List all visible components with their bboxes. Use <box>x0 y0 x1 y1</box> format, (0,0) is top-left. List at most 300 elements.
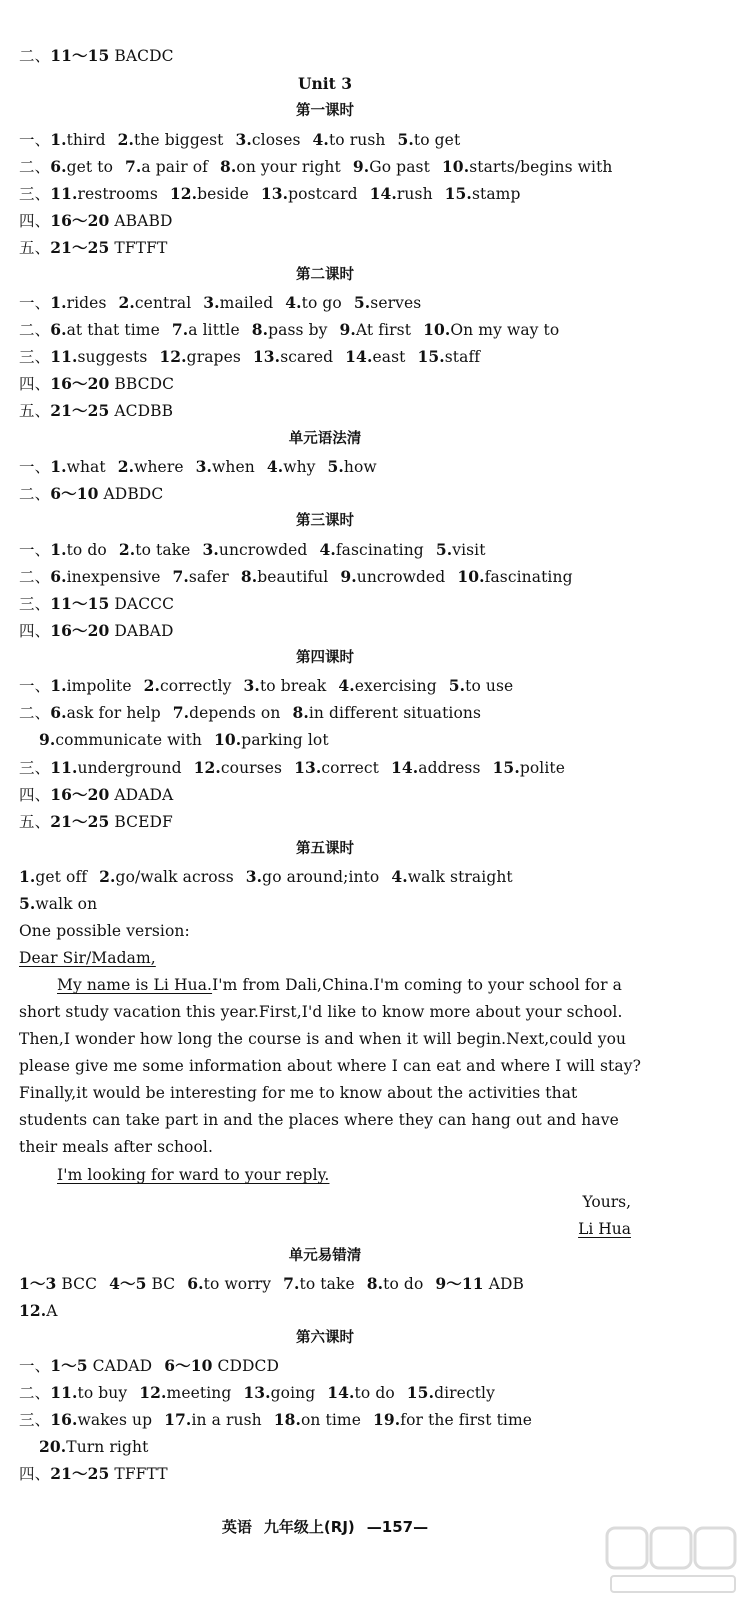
answer-line <box>19 157 613 177</box>
item-answer: DABAD <box>114 622 174 640</box>
item-range: 21～25 <box>50 401 110 420</box>
item-answer: meeting <box>166 1384 232 1402</box>
answer-line <box>19 812 173 832</box>
answer-item <box>274 1411 361 1429</box>
item-answer: BBCDC <box>114 375 175 393</box>
item-range: 21～25 <box>50 812 110 831</box>
section-number: 四、 <box>19 1465 51 1483</box>
letter-line: their meals after school. <box>19 1138 214 1156</box>
item-answer: TFTFT <box>114 239 168 257</box>
item-answer: walk on <box>35 895 98 913</box>
section-heading: 第一课时 <box>296 103 354 119</box>
letter-line: students can take part in and the places where they can hang out and have <box>19 1111 619 1129</box>
item-number: 11. <box>50 1383 78 1402</box>
item-answer: going <box>270 1384 316 1402</box>
item-number: 11. <box>50 758 78 777</box>
item-number: 19. <box>372 1410 401 1429</box>
answer-line <box>19 238 167 258</box>
answer-item <box>283 1275 355 1293</box>
item-number: 7. <box>283 1274 300 1293</box>
section-number: 二、 <box>19 485 51 503</box>
answer-item <box>417 348 480 366</box>
page-footer <box>19 1517 631 1537</box>
item-number: 2. <box>117 130 134 149</box>
item-number: 5. <box>19 894 36 913</box>
item-answer: Go past <box>369 158 430 176</box>
answer-line <box>19 484 163 504</box>
item-number: 6. <box>50 703 67 722</box>
item-number: 7. <box>172 567 189 586</box>
answer-line <box>19 540 486 560</box>
item-answer: rides <box>66 294 107 312</box>
item-number: 1. <box>50 293 67 312</box>
answer-item <box>397 131 460 149</box>
answer-item <box>203 294 273 312</box>
item-number: 9. <box>352 157 370 176</box>
answer-line <box>19 1356 279 1376</box>
section-heading: 单元易错清 <box>288 1248 362 1264</box>
answer-item <box>214 731 329 749</box>
section-heading: 第二课时 <box>296 267 354 283</box>
item-number: 15. <box>444 184 472 203</box>
answer-item <box>407 1384 495 1402</box>
section-number: 三、 <box>19 595 51 613</box>
answer-item <box>19 895 97 913</box>
answer-item <box>39 731 202 749</box>
answer-item <box>144 677 232 695</box>
item-number: 6. <box>50 157 67 176</box>
answer-item <box>50 348 147 366</box>
item-number: 5. <box>435 540 453 559</box>
section-number: 一、 <box>19 131 51 149</box>
item-answer: how <box>343 458 377 476</box>
item-number: 11. <box>50 347 78 366</box>
answer-item <box>328 458 377 476</box>
item-number: 15. <box>417 347 445 366</box>
item-number: 4. <box>338 676 355 695</box>
answer-item <box>243 1384 315 1402</box>
item-number: 15. <box>492 758 520 777</box>
section-number: 三、 <box>19 1411 51 1429</box>
item-answer: go/walk across <box>115 868 234 886</box>
item-number: 1～3 <box>19 1274 57 1293</box>
answer-item <box>50 759 181 777</box>
answer-item <box>194 759 282 777</box>
answer-line <box>19 184 520 204</box>
answer-item <box>244 677 327 695</box>
item-answer: why <box>283 458 316 476</box>
answer-item <box>50 131 105 149</box>
answer-line <box>19 320 559 340</box>
item-answer: east <box>372 348 406 366</box>
answer-line <box>19 1410 532 1430</box>
answer-item <box>50 321 160 339</box>
item-answer: in different situations <box>308 704 482 722</box>
answer-line: 二、11～15 BACDC <box>19 46 174 65</box>
item-number: 1. <box>19 867 36 886</box>
item-answer: third <box>66 131 106 149</box>
unit-title: Unit 3 <box>297 74 352 93</box>
footer-grade: 九年级上(RJ) <box>263 1518 355 1536</box>
item-answer: to use <box>465 677 514 695</box>
version-label: One possible version: <box>19 922 190 940</box>
answer-item <box>159 348 241 366</box>
item-answer: directly <box>434 1384 495 1402</box>
answer-item <box>50 294 106 312</box>
item-number: 8. <box>251 320 269 339</box>
section-number: 三、 <box>19 185 51 203</box>
item-answer: ADB <box>488 1275 524 1293</box>
section-heading: 第六课时 <box>296 1330 354 1346</box>
answer-item <box>445 185 521 203</box>
section-number: 四、 <box>19 212 51 230</box>
answer-item <box>252 321 328 339</box>
item-answer: inexpensive <box>66 568 161 586</box>
answer-item <box>449 677 514 695</box>
item-answer: mailed <box>219 294 274 312</box>
answer-item <box>340 568 445 586</box>
answer-item <box>170 185 249 203</box>
item-answer: correctly <box>160 677 232 695</box>
item-number: 1. <box>50 540 67 559</box>
section-number: 四、 <box>19 786 51 804</box>
item-number: 8. <box>366 1274 384 1293</box>
answer-item <box>253 348 333 366</box>
answer-item <box>119 294 192 312</box>
section-number: 五、 <box>19 402 51 420</box>
section-number: 二、 <box>19 1384 51 1402</box>
item-number: 10. <box>423 320 451 339</box>
answer-line <box>19 785 173 805</box>
answer-item <box>327 1384 395 1402</box>
answer-line <box>19 867 513 887</box>
answer-line <box>19 1383 495 1403</box>
item-number: 12. <box>159 347 187 366</box>
item-number: 6～10 <box>164 1356 213 1375</box>
item-answer: beside <box>197 185 249 203</box>
item-number: 3. <box>243 676 260 695</box>
item-number: 7. <box>125 157 142 176</box>
item-number: 8. <box>292 703 309 722</box>
item-answer: to do <box>383 1275 424 1293</box>
item-number: 13. <box>260 184 289 203</box>
item-number: 4. <box>285 293 302 312</box>
answer-line <box>19 594 174 614</box>
section-number: 一、 <box>19 677 51 695</box>
answer-item <box>50 541 107 559</box>
answer-item <box>457 568 572 586</box>
answer-item <box>50 677 131 695</box>
item-answer: central <box>134 294 192 312</box>
answer-item <box>187 1275 271 1293</box>
item-number: 9. <box>340 567 357 586</box>
section-number: 二、 <box>19 568 51 586</box>
item-answer: BCEDF <box>114 813 173 831</box>
section-number: 一、 <box>19 1357 51 1375</box>
answer-line <box>19 347 480 367</box>
item-answer: ask for help <box>66 704 161 722</box>
item-answer: ACDBB <box>114 402 174 420</box>
answer-line <box>19 130 460 150</box>
answer-item <box>196 458 255 476</box>
item-answer: on time <box>300 1411 361 1429</box>
item-range: 21～25 <box>50 238 110 257</box>
answer-item <box>19 868 87 886</box>
item-number: 2. <box>117 457 135 476</box>
answer-item <box>99 868 234 886</box>
answer-item <box>442 158 613 176</box>
item-range: 16～20 <box>50 374 110 393</box>
watermark-logo-icon <box>601 1520 741 1598</box>
item-number: 4. <box>391 867 408 886</box>
item-answer: exercising <box>354 677 437 695</box>
item-answer: to do <box>66 541 107 559</box>
item-answer: to take <box>299 1275 355 1293</box>
item-number: 2. <box>143 676 161 695</box>
item-answer: walk straight <box>407 868 513 886</box>
item-number: 5. <box>327 457 344 476</box>
item-answer: in a rush <box>191 1411 262 1429</box>
answer-item <box>173 704 281 722</box>
item-answer: On my way to <box>450 321 560 339</box>
answer-line <box>19 676 513 696</box>
section-number: 四、 <box>19 375 51 393</box>
item-range: 16～20 <box>50 785 110 804</box>
item-number: 14. <box>369 184 397 203</box>
answer-item <box>220 158 341 176</box>
item-number: 10. <box>214 730 242 749</box>
answer-line <box>19 293 421 313</box>
item-number: 6. <box>50 320 67 339</box>
answer-item <box>345 348 405 366</box>
item-number: 9. <box>339 320 356 339</box>
answer-item <box>294 759 379 777</box>
answer-item <box>50 568 160 586</box>
section-number: 三、 <box>19 759 51 777</box>
answer-item <box>267 458 316 476</box>
answer-line <box>39 1437 148 1457</box>
item-answer: BC <box>151 1275 176 1293</box>
item-number: 3. <box>195 457 213 476</box>
item-range: 11～15 <box>50 594 110 613</box>
item-number: 8. <box>220 157 237 176</box>
item-answer: impolite <box>66 677 132 695</box>
item-answer: for the first time <box>400 1411 533 1429</box>
item-answer: address <box>418 759 481 777</box>
item-answer: restrooms <box>77 185 158 203</box>
answer-item <box>241 568 328 586</box>
answer-item <box>139 1384 231 1402</box>
letter-line: please give me some information about where I can eat and where I will stay? <box>19 1057 641 1075</box>
answer-item <box>319 541 423 559</box>
item-number: 12. <box>19 1301 47 1320</box>
answer-item <box>50 185 158 203</box>
item-number: 4～5 <box>109 1274 147 1293</box>
letter-signoff: Yours, <box>582 1193 631 1211</box>
answer-item <box>292 704 481 722</box>
item-answer: A <box>46 1302 58 1320</box>
answer-line <box>39 730 329 750</box>
item-answer: where <box>134 458 184 476</box>
item-number: 20. <box>39 1437 67 1456</box>
item-number: 12. <box>139 1383 167 1402</box>
item-number: 8. <box>240 567 258 586</box>
item-answer: what <box>66 458 106 476</box>
item-number: 12. <box>169 184 198 203</box>
item-number: 5. <box>353 293 371 312</box>
answer-item <box>118 131 224 149</box>
item-number: 4. <box>319 540 336 559</box>
answer-line <box>19 1301 58 1321</box>
answer-line <box>19 211 172 231</box>
footer-subject: 英语 <box>221 1518 252 1536</box>
item-answer: CADAD <box>92 1357 153 1375</box>
item-answer: At first <box>355 321 412 339</box>
item-number: 2. <box>118 540 136 559</box>
item-answer: depends on <box>189 704 281 722</box>
item-number: 4. <box>266 457 284 476</box>
answer-line <box>19 621 174 641</box>
section-heading: 第五课时 <box>296 841 354 857</box>
item-number: 11. <box>50 184 78 203</box>
item-number: 2. <box>118 293 135 312</box>
letter-line: My name is Li Hua.I'm from Dali,China.I'm coming to your school for a <box>57 976 622 994</box>
item-number: 1～5 <box>50 1356 88 1375</box>
answer-item <box>436 541 486 559</box>
item-number: 9. <box>39 730 56 749</box>
item-answer: a little <box>188 321 240 339</box>
answer-item <box>50 158 113 176</box>
item-answer: correct <box>321 759 379 777</box>
item-answer: safer <box>188 568 229 586</box>
letter-closing-line: I'm looking for ward to your reply. <box>57 1166 330 1184</box>
item-answer: beautiful <box>257 568 329 586</box>
item-answer: to break <box>259 677 327 695</box>
item-number: 13. <box>294 758 322 777</box>
item-number: 7. <box>171 320 189 339</box>
item-answer: postcard <box>288 185 358 203</box>
item-answer: get off <box>35 868 88 886</box>
item-answer: ADBDC <box>103 485 164 503</box>
letter-line: short study vacation this year.First,I'd like to know more about your school. <box>19 1003 623 1021</box>
item-answer: wakes up <box>77 1411 153 1429</box>
item-answer: the biggest <box>134 131 224 149</box>
item-number: 1. <box>50 457 67 476</box>
item-answer: staff <box>444 348 481 366</box>
section-number: 二、 <box>19 704 51 722</box>
answer-item <box>370 185 433 203</box>
item-answer: fascinating <box>484 568 573 586</box>
answer-line <box>19 1464 168 1484</box>
answer-item <box>125 158 208 176</box>
item-answer: suggests <box>77 348 148 366</box>
item-range: 6～10 <box>50 484 99 503</box>
answer-item <box>236 131 301 149</box>
answer-item <box>246 868 380 886</box>
item-answer: to take <box>135 541 191 559</box>
answer-line <box>19 1274 524 1294</box>
section-number: 一、 <box>19 541 51 559</box>
item-answer: go around;into <box>262 868 380 886</box>
item-answer: scared <box>280 348 334 366</box>
item-answer: CDDCD <box>217 1357 280 1375</box>
item-number: 6. <box>50 567 67 586</box>
item-answer: polite <box>519 759 565 777</box>
section-number: 五、 <box>19 813 51 831</box>
answer-item <box>391 759 481 777</box>
section-number: 四、 <box>19 622 51 640</box>
answer-line <box>19 894 97 914</box>
answer-item <box>313 131 386 149</box>
answer-item <box>50 704 161 722</box>
item-number: 3. <box>202 540 219 559</box>
item-answer: fascinating <box>335 541 424 559</box>
item-number: 13. <box>252 347 281 366</box>
item-number: 3. <box>203 293 220 312</box>
answer-item <box>338 677 436 695</box>
item-number: 10. <box>457 567 485 586</box>
item-number: 14. <box>345 347 373 366</box>
section-number: 一、 <box>19 458 51 476</box>
answer-item <box>493 759 565 777</box>
answer-item <box>109 1275 175 1293</box>
item-answer: TFFTT <box>114 1465 168 1483</box>
answer-line <box>19 758 565 778</box>
section-heading: 第四课时 <box>296 650 354 666</box>
answer-item <box>50 1411 152 1429</box>
item-answer: BCC <box>61 1275 98 1293</box>
item-number: 6. <box>187 1274 204 1293</box>
item-number: 4. <box>312 130 329 149</box>
page-number: —157— <box>366 1518 429 1536</box>
letter-line: Then,I wonder how long the course is and when it will begin.Next,could you <box>19 1030 627 1048</box>
item-number: 17. <box>164 1410 192 1429</box>
item-number: 1. <box>50 676 67 695</box>
item-answer: starts/begins with <box>469 158 613 176</box>
answer-item <box>285 294 342 312</box>
answer-item <box>172 321 240 339</box>
answer-line <box>19 703 481 723</box>
answer-item <box>354 294 421 312</box>
item-answer: uncrowded <box>356 568 446 586</box>
section-number: 二、 <box>19 321 51 339</box>
item-answer: to do <box>354 1384 395 1402</box>
item-number: 5. <box>397 130 414 149</box>
answer-item <box>19 1302 58 1320</box>
answer-item <box>391 868 512 886</box>
item-range: 16～20 <box>50 211 110 230</box>
item-answer: when <box>212 458 255 476</box>
item-answer: a pair of <box>141 158 208 176</box>
item-number: 1. <box>50 130 67 149</box>
answer-item <box>423 321 559 339</box>
answer-line <box>19 374 174 394</box>
item-number: 16. <box>50 1410 78 1429</box>
answer-item <box>164 1357 279 1375</box>
item-answer: to go <box>301 294 342 312</box>
letter-line: Finally,it would be interesting for me to know about the activities that <box>19 1084 578 1102</box>
section-heading: 单元语法清 <box>288 431 362 447</box>
item-number: 15. <box>406 1383 435 1402</box>
letter-salutation: Dear Sir/Madam, <box>19 949 156 967</box>
section-number: 三、 <box>19 348 51 366</box>
answer-item <box>435 1275 524 1293</box>
section-number: 五、 <box>19 239 51 257</box>
answer-item <box>172 568 228 586</box>
item-answer: DACCC <box>114 595 175 613</box>
item-answer: at that time <box>66 321 160 339</box>
item-answer: parking lot <box>241 731 329 749</box>
